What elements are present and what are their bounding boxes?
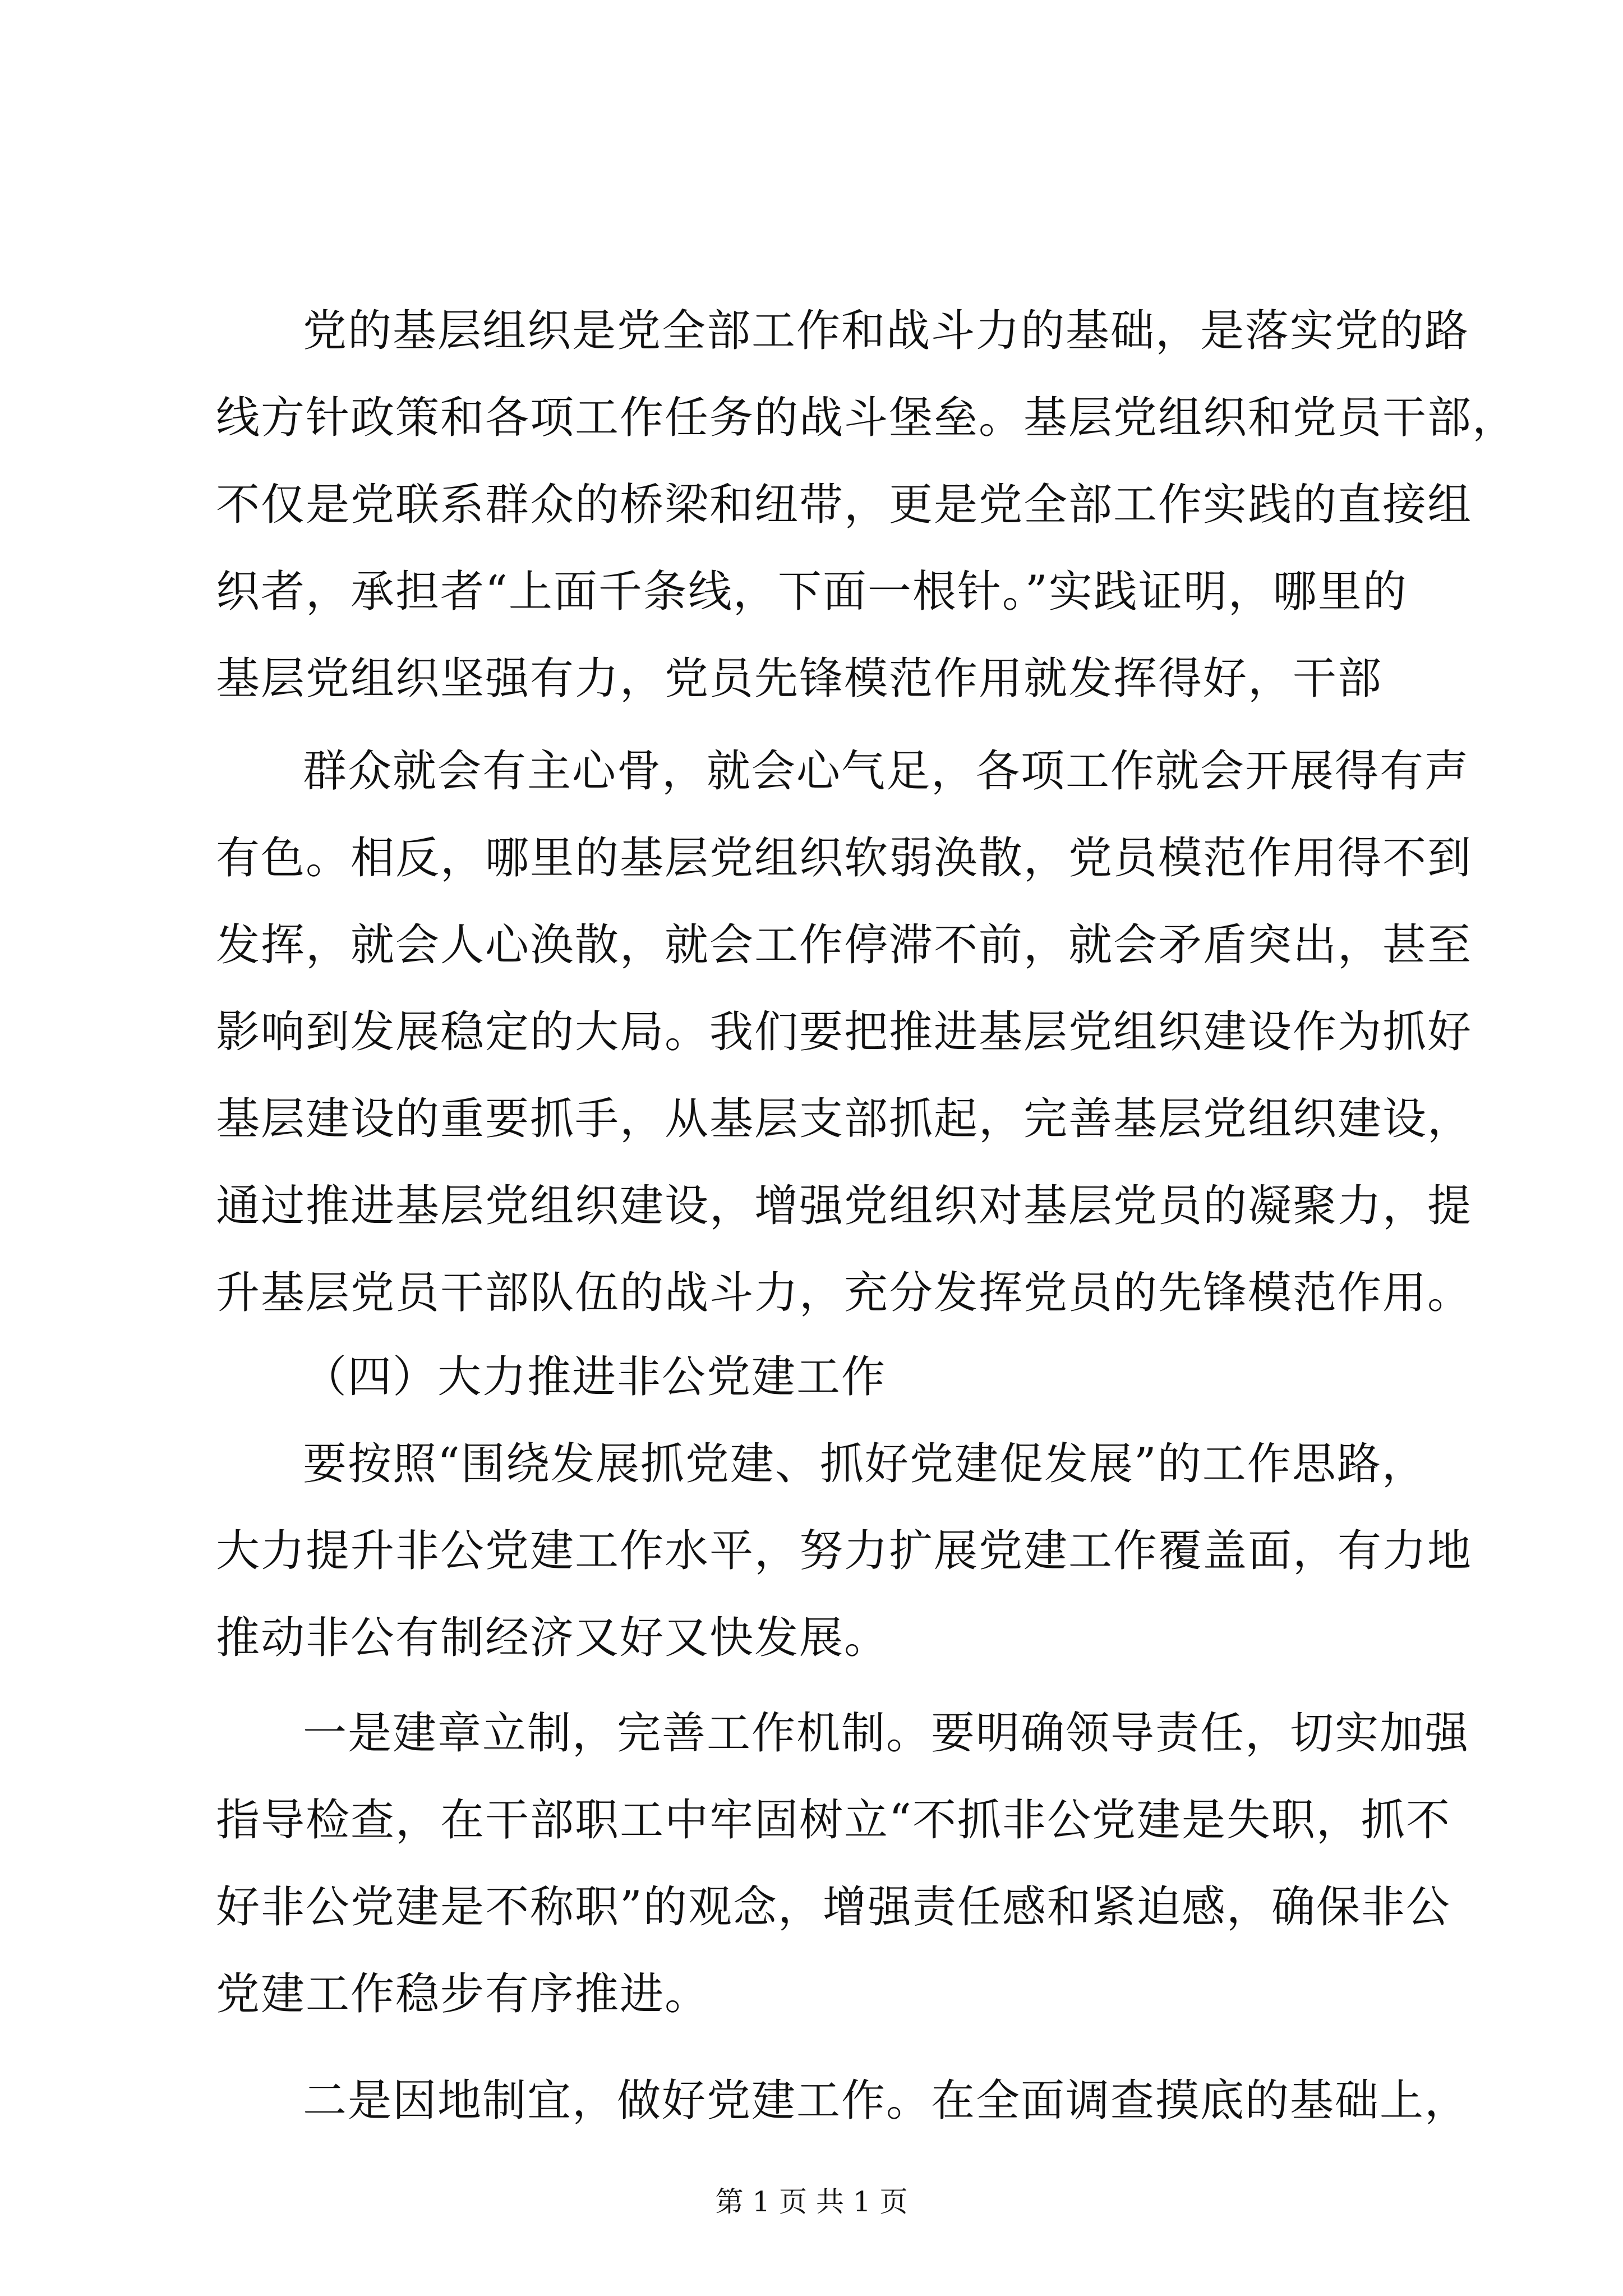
text-line: 二是因地制宜，做好党建工作。在全面调查摸底的基础上，	[303, 2076, 1470, 2126]
text-line: 推动非公有制经济又好又快发展。	[216, 1613, 889, 1663]
text-line: 要按照“围绕发展抓党建、抓好党建促发展”的工作思路，	[303, 1439, 1427, 1489]
page-footer: 第 1 页 共 1 页	[715, 2185, 908, 2218]
text-line: 升基层党员干部队伍的战斗力，充分发挥党员的先锋模范作用。	[216, 1268, 1473, 1318]
text-line: 一是建章立制，完善工作机制。要明确领导责任，切实加强	[303, 1708, 1470, 1759]
text-line: 影响到发展稳定的大局。我们要把推进基层党组织建设作为抓好	[216, 1007, 1473, 1057]
text-line: 线方针政策和各项工作任务的战斗堡垒。基层党组织和党员干部，	[216, 393, 1518, 443]
text-line: 通过推进基层党组织建设，增强党组织对基层党员的凝聚力，提	[216, 1181, 1473, 1231]
text-line: 有色。相反，哪里的基层党组织软弱涣散，党员模范作用得不到	[216, 833, 1473, 884]
text-line: 党的基层组织是党全部工作和战斗力的基础，是落实党的路	[303, 306, 1470, 356]
section-heading: （四）大力推进非公党建工作	[303, 1352, 887, 1402]
text-line: 织者，承担者“上面千条线，下面一根针。”实践证明，哪里的	[216, 567, 1408, 617]
text-line: 发挥，就会人心涣散，就会工作停滞不前，就会矛盾突出，甚至	[216, 920, 1473, 970]
text-line: 党建工作稳步有序推进。	[216, 1969, 710, 2019]
text-line: 大力提升非公党建工作水平，努力扩展党建工作覆盖面，有力地	[216, 1526, 1473, 1576]
text-line: 基层建设的重要抓手，从基层支部抓起，完善基层党组织建设，	[216, 1094, 1473, 1144]
text-line: 指导检查，在干部职工中牢固树立“不抓非公党建是失职，抓不	[216, 1795, 1451, 1846]
text-line: 好非公党建是不称职”的观念，增强责任感和紧迫感，确保非公	[216, 1882, 1451, 1932]
text-line: 不仅是党联系群众的桥梁和纽带，更是党全部工作实践的直接组	[216, 480, 1473, 530]
text-line: 基层党组织坚强有力，党员先锋模范作用就发挥得好，干部	[216, 654, 1383, 704]
text-line: 群众就会有主心骨，就会心气足，各项工作就会开展得有声	[303, 746, 1470, 797]
